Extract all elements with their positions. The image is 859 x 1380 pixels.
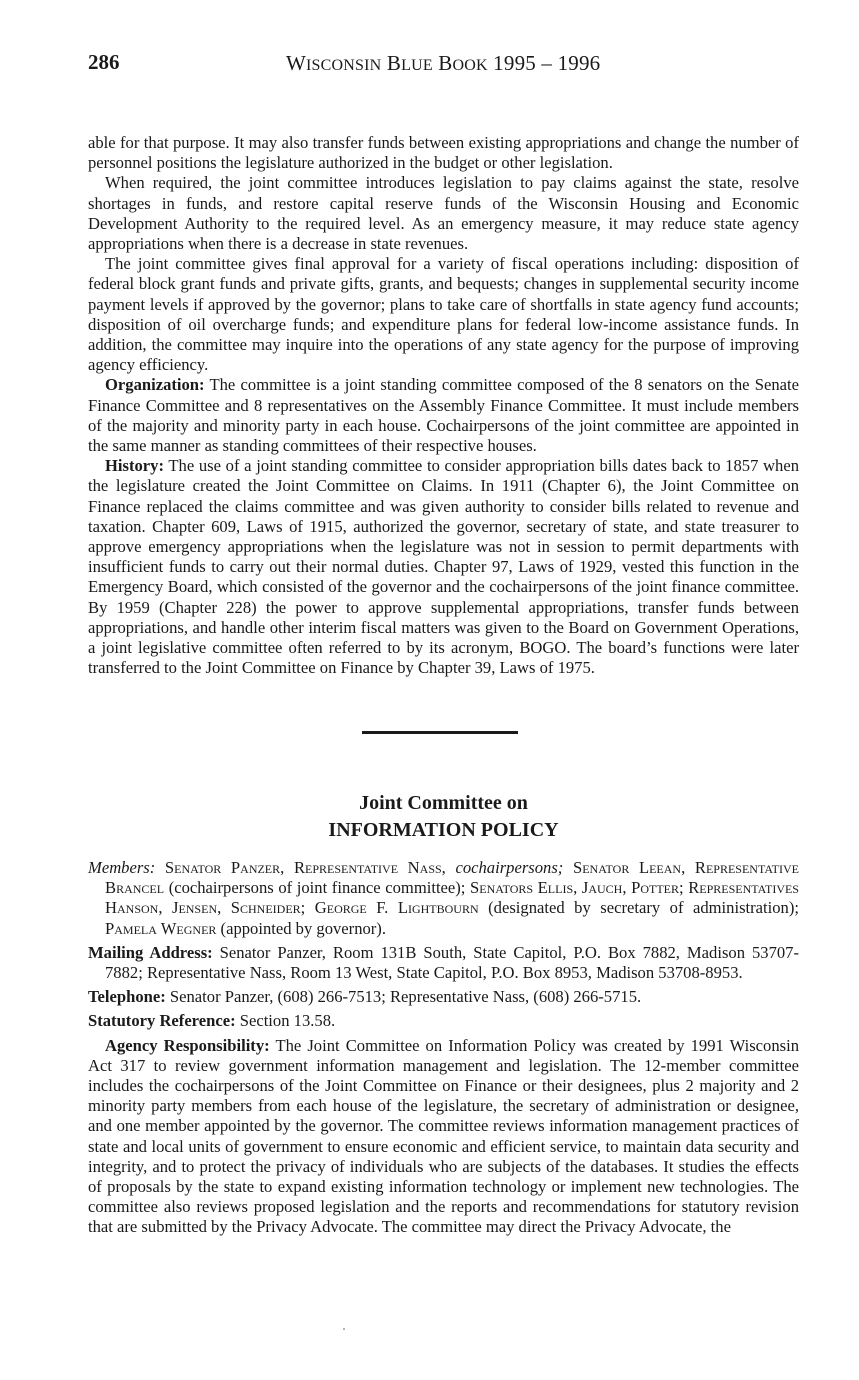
- page-number: 286: [88, 50, 120, 74]
- finance-committee-continued: [88, 133, 799, 678]
- mailing-address-entry: Mailing Address: Senator Panzer, Room 131B South, State Capitol, P.O. Box 7882, Madison 53707-7882; Representative Nass, Room 13 West, State Capitol, P.O. Box 8953, Madison 53708-8953.: [88, 942, 799, 983]
- members-label: Members:: [88, 858, 156, 877]
- running-title: WISCONSIN BLUE BOOK 1995 – 1996: [286, 51, 601, 75]
- statutory-reference-label: Statutory Reference:: [88, 1011, 236, 1031]
- paragraph-history: History: The use of a joint standing committee to consider appropriation bills dates back to 1857 when the legislature created the Joint Committee on Claims. In 1911 (Chapter 6), the Joint Committee on Finance replaced the claims committee and was given authority to consider bills related to revenue and taxation. Chapter 609, Laws of 1915, authorized the governor, secretary of state, and state treasurer to approve emergency appropriations when the legislature was not in session to permit departments with insufficient funds to carry out their normal duties. Chapter 97, Laws of 1929, vested this function in the Emergency Board, which consisted of the governor and the cochairpersons of the joint finance committee. By 1959 (Chapter 228) the power to approve supplemental appropriations, transfer funds between appropriations, and handle other interim fiscal matters was given to the Board on Government Operations, a joint legislative committee often referred to by its acronym, BOGO. The board’s functions were later transferred to the Joint Committee on Finance by Chapter 39, Laws of 1975.: [88, 456, 799, 678]
- paragraph-continued: able for that purpose. It may also transfer funds between existing appropriations and change the number of personnel positions the legislature authorized in the budget or other legislation.: [88, 133, 799, 173]
- members-entry: Members: Senator Panzer, Representative Nass, cochairpersons; Senator Leean, Representative Brancel (cochairpersons of joint finance committee); Senators Ellis, Jauch, Potter; Representatives Hanson, Jensen, Schneider; George F. Lightbourn (designated by secretary of administration); Pamela Wegner (appointed by governor).: [88, 858, 799, 938]
- section-heading: [88, 790, 799, 844]
- mailing-address-label: Mailing Address:: [88, 942, 213, 962]
- information-policy-section: [88, 858, 799, 1238]
- section-divider: [362, 731, 518, 734]
- agency-responsibility-paragraph: Agency Responsibility: The Joint Committee on Information Policy was created by 1991 Wisconsin Act 317 to review government information management and legislation. The 12-member committee includes the cochairpersons of the Joint Committee on Finance or their designees, plus 2 majority and 2 minority party members from each house of the legislature, the secretary of administration or designee, and one member appointed by the governor. The committee reviews information management practices of state and local units of government to ensure economic and efficient service, to maintain data security and integrity, and to protect the privacy of individuals who are subjects of the databases. It studies the effects of proposals by the state to expand existing information technology or implement new technologies. The committee also reviews proposed legislation and the reports and recommendations for statutory revision that are submitted by the Privacy Advocate. The committee may direct the Privacy Advocate, the: [88, 1035, 799, 1237]
- agency-responsibility-label: Agency Responsibility:: [105, 1035, 270, 1055]
- page-header: [88, 50, 802, 80]
- organization-label: Organization:: [105, 375, 205, 395]
- telephone-label: Telephone:: [88, 987, 166, 1007]
- statutory-reference-entry: Statutory Reference: Section 13.58.: [88, 1011, 336, 1031]
- telephone-entry: Telephone: Senator Panzer, (608) 266-7513; Representative Nass, (608) 266-5715.: [88, 987, 642, 1007]
- scan-speck: [343, 1328, 345, 1330]
- section-heading-line2: INFORMATION POLICY: [328, 819, 559, 841]
- section-heading-line1: Joint Committee on: [359, 792, 528, 814]
- paragraph-organization: Organization: The committee is a joint standing committee composed of the 8 senators on the Senate Finance Committee and 8 representatives on the Assembly Finance Committee. It must include members of the majority and minority party in each house. Cochairpersons of the joint committee are appointed in the same manner as standing committees of their respective houses.: [88, 375, 799, 456]
- paragraph-fiscal-operations: The joint committee gives final approval for a variety of fiscal operations including: disposition of federal block grant funds and private gifts, grants, and bequests; changes in supplemental security income payment levels if approved by the governor; plans to take care of shortfalls in state agency fund accounts; disposition of oil overcharge funds; and expenditure plans for federal low-income assistance funds. In addition, the committee may inquire into the operations of any state agency for the purpose of improving agency efficiency.: [88, 254, 799, 375]
- paragraph-emergency: When required, the joint committee introduces legislation to pay claims against the state, resolve shortages in funds, and restore capital reserve funds of the Wisconsin Housing and Economic Development Authority to the required level. As an emergency measure, it may reduce state agency appropriations when there is a decrease in state revenues.: [88, 173, 799, 254]
- history-label: History:: [105, 456, 164, 476]
